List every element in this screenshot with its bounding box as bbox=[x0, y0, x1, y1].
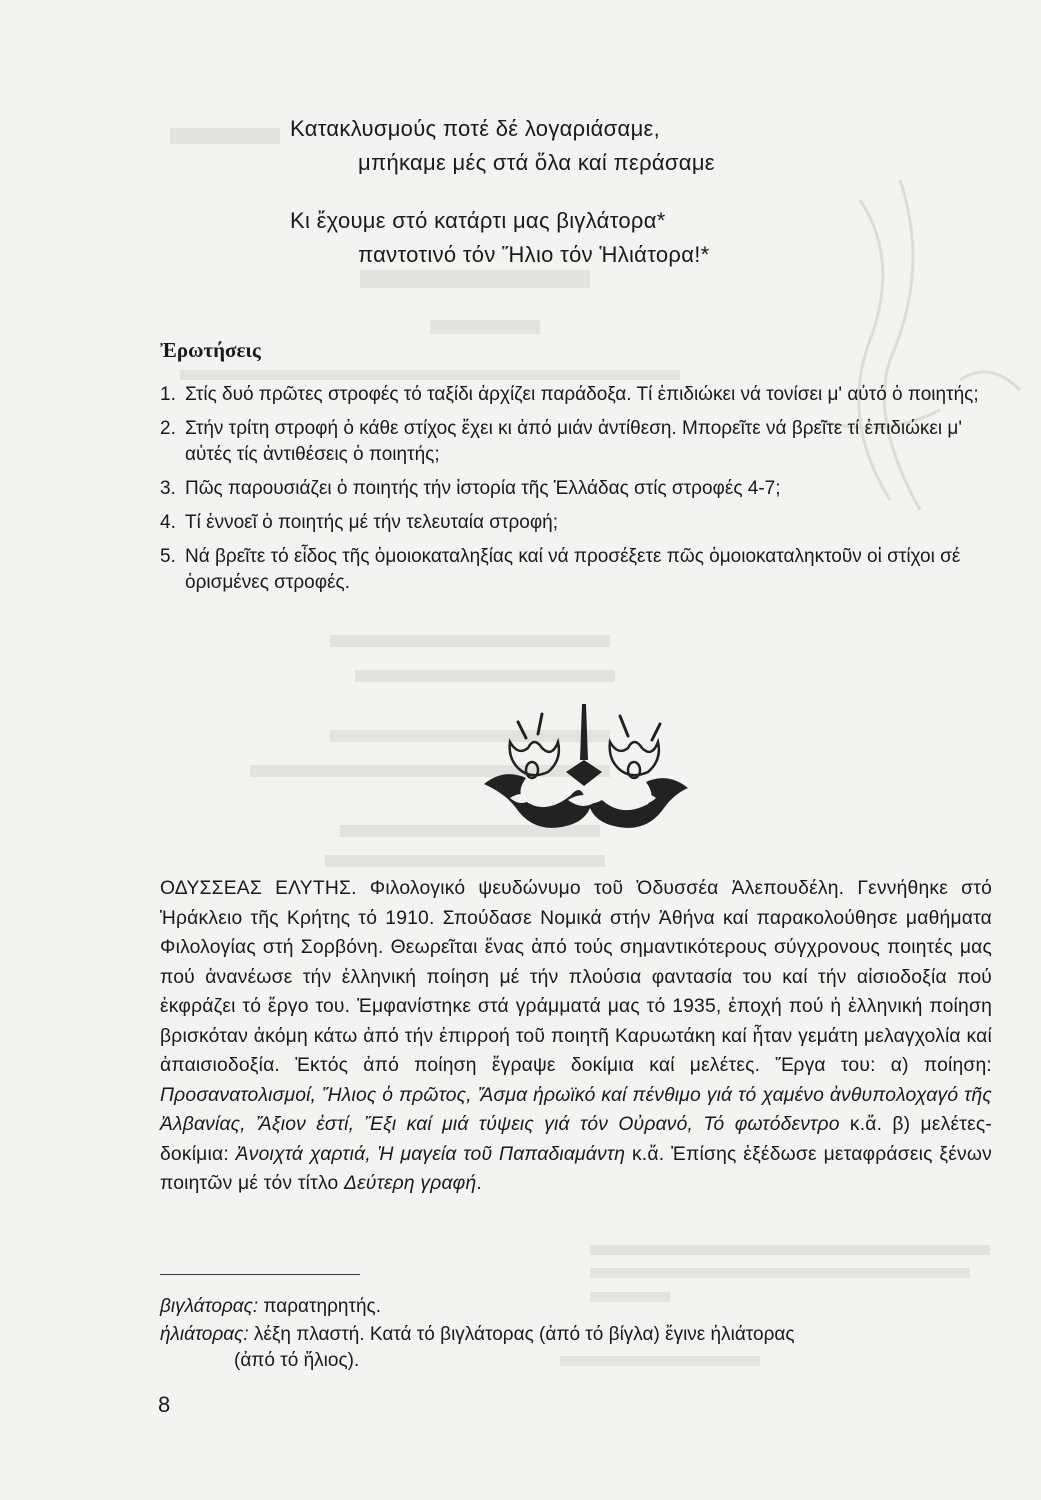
poetry-works: Προσανατολισμοί, Ἥλιος ὁ πρῶτος, Ἄσμα ἡρωϊκό καί πένθιμο γιά τό χαμένο ἀνθυπολοχαγό τῆς Ἀλβανίας, Ἄξιον ἐστί, Ἔξι καί μιά τύψεις γιά τόν Οὐρανό, Τό φωτόδεντρο bbox=[160, 1084, 992, 1135]
question-number: 2. bbox=[160, 418, 176, 439]
question-number: 1. bbox=[160, 384, 176, 405]
poem-line: Κι ἔχουμε στό κατάρτι μας βιγλάτορα* bbox=[290, 208, 666, 233]
question-text: Πῶς παρουσιάζει ὁ ποιητής τήν ἱστορία τῆς Ἑλλάδας στίς στροφές 4-7; bbox=[185, 478, 781, 499]
question-number: 5. bbox=[160, 546, 176, 567]
poem-line: μπήκαμε μές στά ὅλα καί περάσαμε bbox=[358, 150, 715, 175]
works-lead: Ἔργα του: α) ποίηση: bbox=[775, 1055, 992, 1076]
question-text: Στήν τρίτη στροφή ὁ κάθε στίχος ἔχει κι ἀπό μιάν ἀντίθεση. Μπορεῖτε νά βρεῖτε τί ἐπιδιώκει μ' αὐτές τίς ἀντιθέσεις ὁ ποιητής; bbox=[185, 418, 962, 465]
bio-intro: ΟΔΥΣΣΕΑΣ ΕΛΥΤΗΣ. Φιλολογικό ψευδώνυμο τοῦ Ὀδυσσέα Ἀλεπουδέλη. Γεννήθηκε στό Ἡράκλειο τῆς Κρήτης τό 1910. Σπούδασε Νομικά στήν Ἀθήνα καί παρακολούθησε μαθήματα Φιλολογίας στή Σορβόνη. Θεωρεῖται ἕνας ἀπό τούς σημαντικότερους σύγχρονους ποιητές μας πού ἀνανέωσε τήν ἑλληνική ποίηση μέ τήν πλούσια φαντασία του καί τήν αἰσιοδοξία πού ἐκφράζει τό ἔργο του. Ἐμφανίστηκε στά γράμματά μας τό 1935, ἐποχή πού ἡ ἑλληνική ποίηση βρισκόταν ἀκόμη κάτω ἀπό τήν ἐπιρροή τοῦ ποιητῆ Καρυωτάκη καί ἦταν γεμάτη μελαγχολία καί ἀπαισιοδοξία. Ἐκτός ἀπό ποίηση ἔγραψε δοκίμια καί μελέτες. bbox=[160, 878, 992, 1076]
questions-list bbox=[160, 382, 990, 604]
questions-heading: Ἐρωτήσεις bbox=[160, 338, 261, 362]
footnote-definition: παρατηρητής. bbox=[258, 1296, 381, 1317]
works-sep: κ.ἄ. β) μελέτες-δοκίμια: bbox=[160, 1114, 992, 1165]
poem-line: Κατακλυσμούς ποτέ δέ λογαριάσαμε, bbox=[290, 116, 661, 141]
poem-excerpt bbox=[290, 112, 715, 272]
author-biography bbox=[160, 874, 992, 1199]
works-end: . bbox=[476, 1173, 482, 1194]
question-text: Στίς δυό πρῶτες στροφές τό ταξίδι ἀρχίζει παράδοξα. Τί ἐπιδιώκει νά τονίσει μ' αὐτό ὁ ποιητής; bbox=[185, 384, 979, 405]
essay-works: Ἀνοιχτά χαρτιά, Ἡ μαγεία τοῦ Παπαδιαμάντη bbox=[235, 1143, 626, 1165]
page-number: 8 bbox=[158, 1392, 171, 1417]
footnote-divider bbox=[160, 1274, 360, 1275]
question-item bbox=[160, 382, 990, 408]
footnote bbox=[160, 1294, 381, 1320]
question-item bbox=[160, 510, 990, 536]
question-item bbox=[160, 476, 990, 502]
question-number: 4. bbox=[160, 512, 176, 533]
footnote-continuation: (ἀπό τό ἥλιος). bbox=[234, 1350, 360, 1371]
question-text: Τί ἐννοεῖ ὁ ποιητής μέ τήν τελευταία στροφή; bbox=[185, 512, 559, 533]
footnote-definition: λέξη πλαστή. Κατά τό βιγλάτορας (ἀπό τό βίγλα) ἔγινε ἡλιάτορας bbox=[248, 1324, 795, 1345]
works-sep: κ.ἄ. Ἐπίσης ἐξέδωσε μεταφράσεις ξένων ποιητῶν μέ τόν τίτλο bbox=[160, 1143, 992, 1194]
floral-ornament-icon bbox=[470, 700, 700, 830]
footnote bbox=[160, 1322, 990, 1374]
question-number: 3. bbox=[160, 478, 176, 499]
translation-title: Δεύτερη γραφή bbox=[343, 1173, 477, 1194]
question-text: Νά βρεῖτε τό εἶδος τῆς ὁμοιοκαταληξίας καί νά προσέξετε πῶς ὁμοιοκαταληκτοῦν οἱ στίχοι σέ ὁρισμένες στροφές. bbox=[185, 546, 961, 593]
footnote-term: ἡλιάτορας: bbox=[160, 1324, 249, 1345]
footnote-term: βιγλάτορας: bbox=[160, 1296, 259, 1317]
question-item bbox=[160, 416, 990, 468]
poem-line: παντοτινό τόν Ἥλιο τόν Ἡλιάτορα!* bbox=[358, 242, 710, 267]
question-item bbox=[160, 544, 990, 596]
